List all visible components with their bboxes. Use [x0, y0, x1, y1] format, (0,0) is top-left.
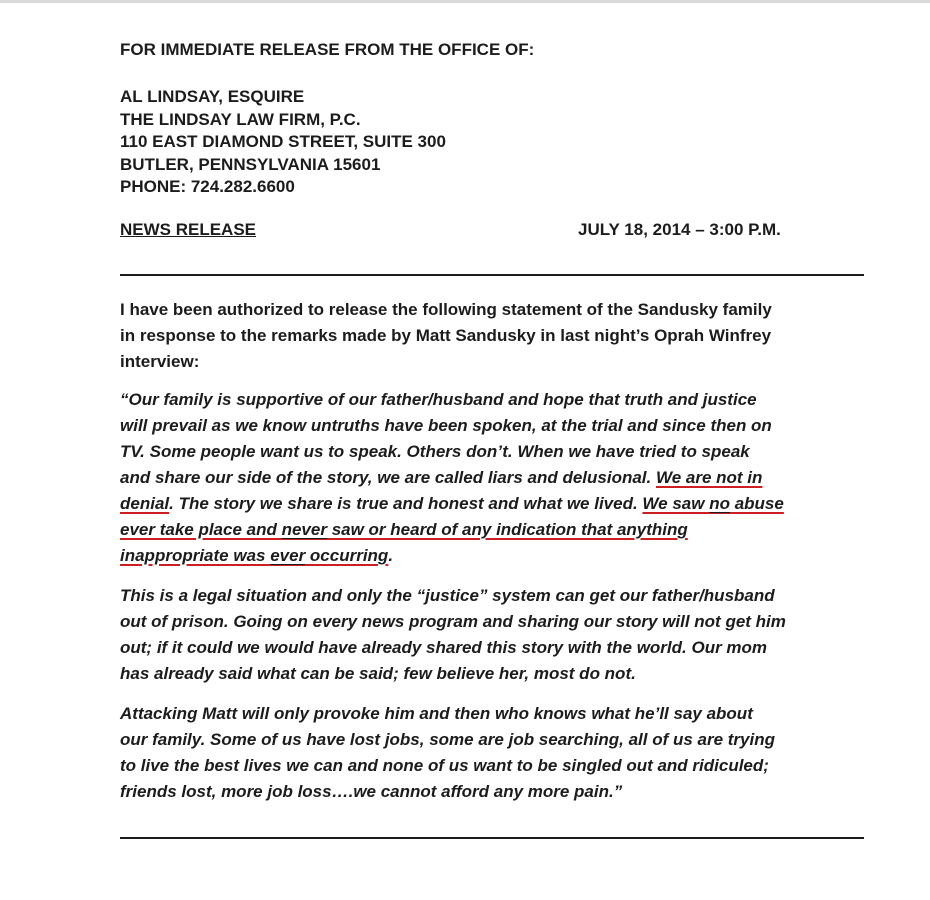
- statement-text: . The story we share is true and honest and what we lived.: [169, 494, 643, 513]
- statement-text: .: [388, 546, 394, 565]
- highlighted-text: saw or heard of any indication that anything: [326, 520, 688, 539]
- statement-line: will prevail as we know untruths have been spoken, at the trial and since then on: [120, 416, 772, 435]
- sender-street: 110 EAST DIAMOND STREET, SUITE 300: [120, 132, 446, 152]
- highlighted-text: We saw: [642, 494, 710, 513]
- highlighted-text: occurring: [305, 546, 389, 565]
- statement-paragraph-1: [120, 387, 865, 569]
- statement-line: out; if it could we would have already shared this story with the world. Our mom: [120, 638, 768, 657]
- statement-line: Attacking Matt will only provoke him and then who knows what he’ll say about: [120, 704, 753, 723]
- intro-line: I have been authorized to release the following statement of the Sandusky family: [120, 300, 772, 319]
- statement-paragraph-2: [120, 583, 865, 687]
- intro-line: interview:: [120, 352, 200, 372]
- statement-line: TV. Some people want us to speak. Others don’t. When we have tried to speak: [120, 442, 750, 461]
- top-divider: [120, 274, 864, 276]
- highlighted-phrase: [120, 546, 388, 565]
- highlighted-text: ever take place and: [120, 520, 282, 539]
- statement-line-highlighted: [120, 517, 865, 543]
- document-top-border: [0, 0, 930, 3]
- sender-phone: PHONE: 724.282.6600: [120, 177, 295, 197]
- highlighted-phrase: denial: [120, 494, 170, 513]
- statement-line-highlighted: [120, 543, 865, 569]
- highlighted-phrase: [642, 494, 783, 513]
- news-release-label: NEWS RELEASE: [120, 220, 257, 239]
- emphasized-word: ever: [270, 546, 306, 565]
- bottom-divider: [120, 837, 864, 839]
- sender-address-block: [120, 86, 446, 199]
- intro-paragraph: [120, 297, 865, 376]
- highlighted-phrase: We are not in: [655, 468, 763, 487]
- statement-line: out of prison. Going on every news program and sharing our story will not get him: [120, 612, 786, 631]
- statement-paragraph-3: [120, 701, 865, 805]
- sender-firm: THE LINDSAY LAW FIRM, P.C.: [120, 109, 361, 129]
- release-header: FOR IMMEDIATE RELEASE FROM THE OFFICE OF:: [120, 40, 535, 59]
- sender-name: AL LINDSAY, ESQUIRE: [120, 87, 305, 106]
- highlighted-text: inappropriate was: [120, 546, 271, 565]
- statement-text: and share our side of the story, we are called liars and delusional.: [120, 468, 656, 487]
- emphasized-word: no: [709, 494, 730, 513]
- statement-line: to live the best lives we can and none of us want to be singled out and ridiculed;: [120, 756, 769, 775]
- emphasized-word: never: [281, 520, 327, 539]
- statement-line: This is a legal situation and only the “justice” system can get our father/husband: [120, 586, 775, 605]
- sender-city: BUTLER, PENNSYLVANIA 15601: [120, 154, 381, 174]
- statement-line: “Our family is supportive of our father/husband and hope that truth and justice: [120, 390, 757, 409]
- intro-line: in response to the remarks made by Matt Sandusky in last night’s Oprah Winfrey: [120, 326, 772, 346]
- release-date: JULY 18, 2014 – 3:00 P.M.: [578, 220, 781, 239]
- statement-line: friends lost, more job loss….we cannot afford any more pain.”: [120, 782, 623, 801]
- highlighted-text: abuse: [729, 494, 784, 513]
- statement-line: our family. Some of us have lost jobs, some are job searching, all of us are trying: [120, 730, 775, 749]
- statement-line: [120, 491, 865, 517]
- statement-line: has already said what can be said; few believe her, most do not.: [120, 664, 636, 683]
- statement-line: [120, 465, 865, 491]
